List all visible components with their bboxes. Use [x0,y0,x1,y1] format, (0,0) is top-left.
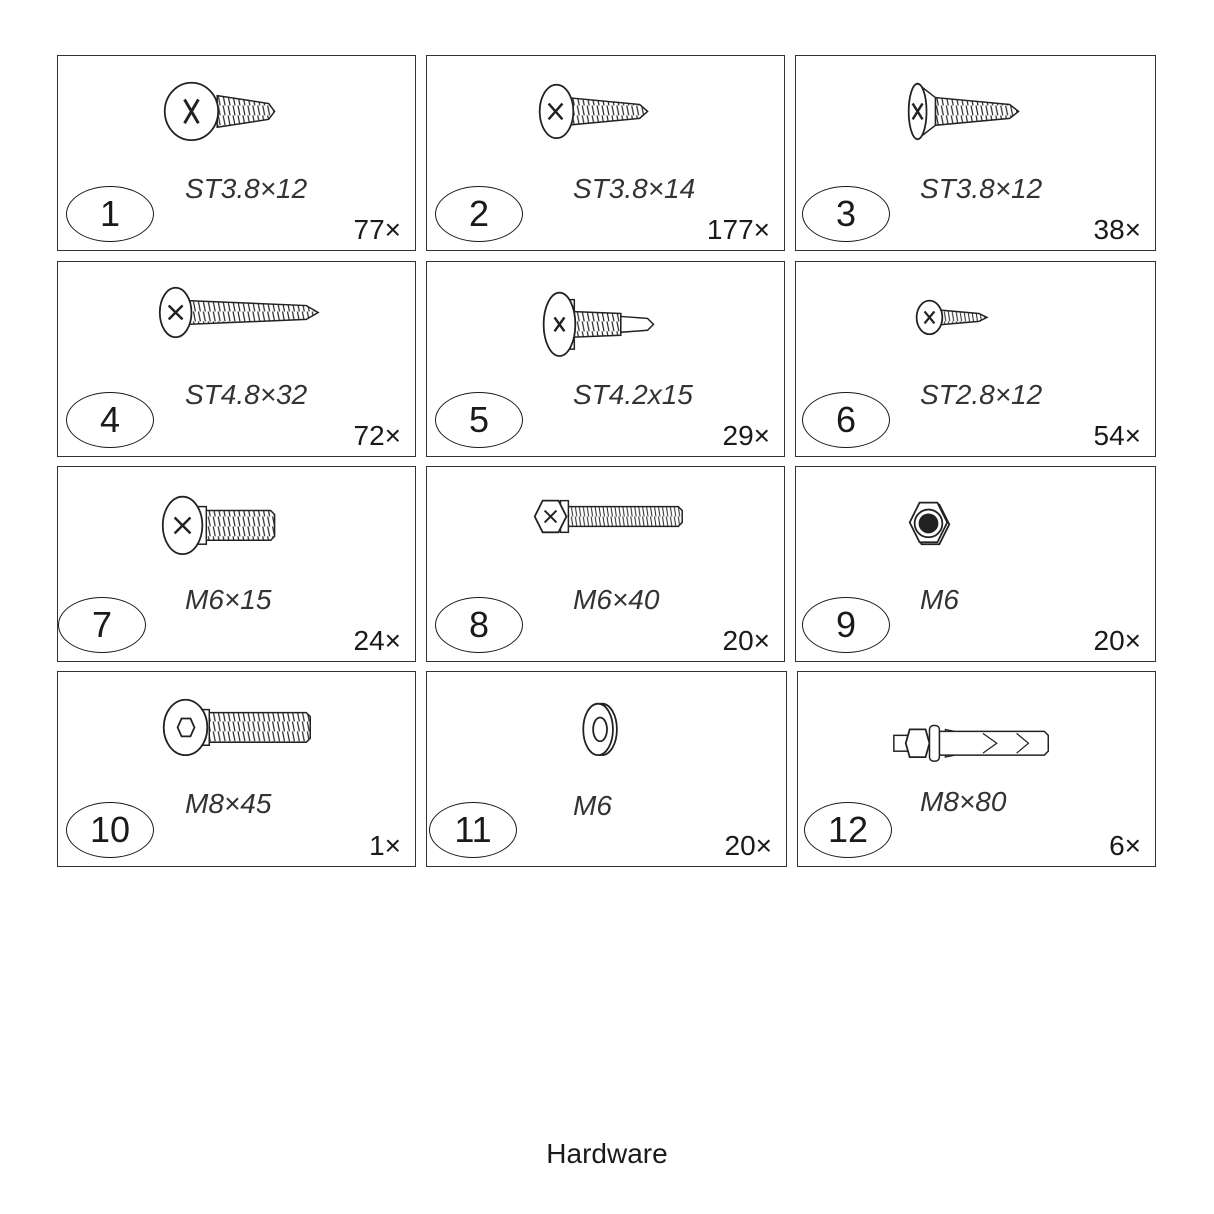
quantity-label: 6× [1109,830,1141,861]
page-caption: Hardware [546,1138,668,1169]
item-number-badge: 2 [435,186,523,242]
spec-label: M6 [920,584,959,615]
item-number-badge: 12 [804,802,892,858]
hardware-card-6 [795,261,1156,457]
quantity-label: 77× [353,214,401,245]
quantity-label: 29× [722,420,770,451]
quantity-label: 54× [1093,420,1141,451]
hardware-card-3 [795,55,1156,251]
spec-label: ST4.8×32 [185,379,308,410]
hardware-card-7 [57,466,416,662]
hardware-card-4 [57,261,416,457]
spec-label: M6 [573,790,612,821]
item-number-badge: 1 [66,186,154,242]
quantity-label: 20× [724,830,772,861]
quantity-label: 1× [369,830,401,861]
item-number-badge: 9 [802,597,890,653]
spec-label: M8×45 [185,788,272,819]
quantity-label: 20× [1093,625,1141,656]
quantity-label: 177× [706,214,770,245]
quantity-label: 72× [353,420,401,451]
quantity-label: 38× [1093,214,1141,245]
hardware-card-11 [426,671,787,867]
spec-label: ST2.8×12 [920,379,1043,410]
hardware-card-1 [57,55,416,251]
hardware-card-8 [426,466,785,662]
item-number-badge: 3 [802,186,890,242]
quantity-label: 20× [722,625,770,656]
hardware-card-5 [426,261,785,457]
item-number-badge: 6 [802,392,890,448]
hardware-card-12 [797,671,1156,867]
hardware-card-10 [57,671,416,867]
item-number-badge: 10 [66,802,154,858]
item-number-badge: 4 [66,392,154,448]
spec-label: M8×80 [920,786,1007,817]
item-number-badge: 8 [435,597,523,653]
spec-label: M6×15 [185,584,272,615]
spec-label: ST3.8×12 [920,173,1043,204]
spec-label: ST3.8×12 [185,173,308,204]
hardware-card-9 [795,466,1156,662]
item-number-badge: 5 [435,392,523,448]
quantity-label: 24× [353,625,401,656]
hardware-card-2 [426,55,785,251]
item-number-badge: 11 [429,802,517,858]
spec-label: M6×40 [573,584,660,615]
spec-label: ST3.8×14 [573,173,696,204]
item-number-badge: 7 [58,597,146,653]
spec-label: ST4.2x15 [573,379,693,410]
